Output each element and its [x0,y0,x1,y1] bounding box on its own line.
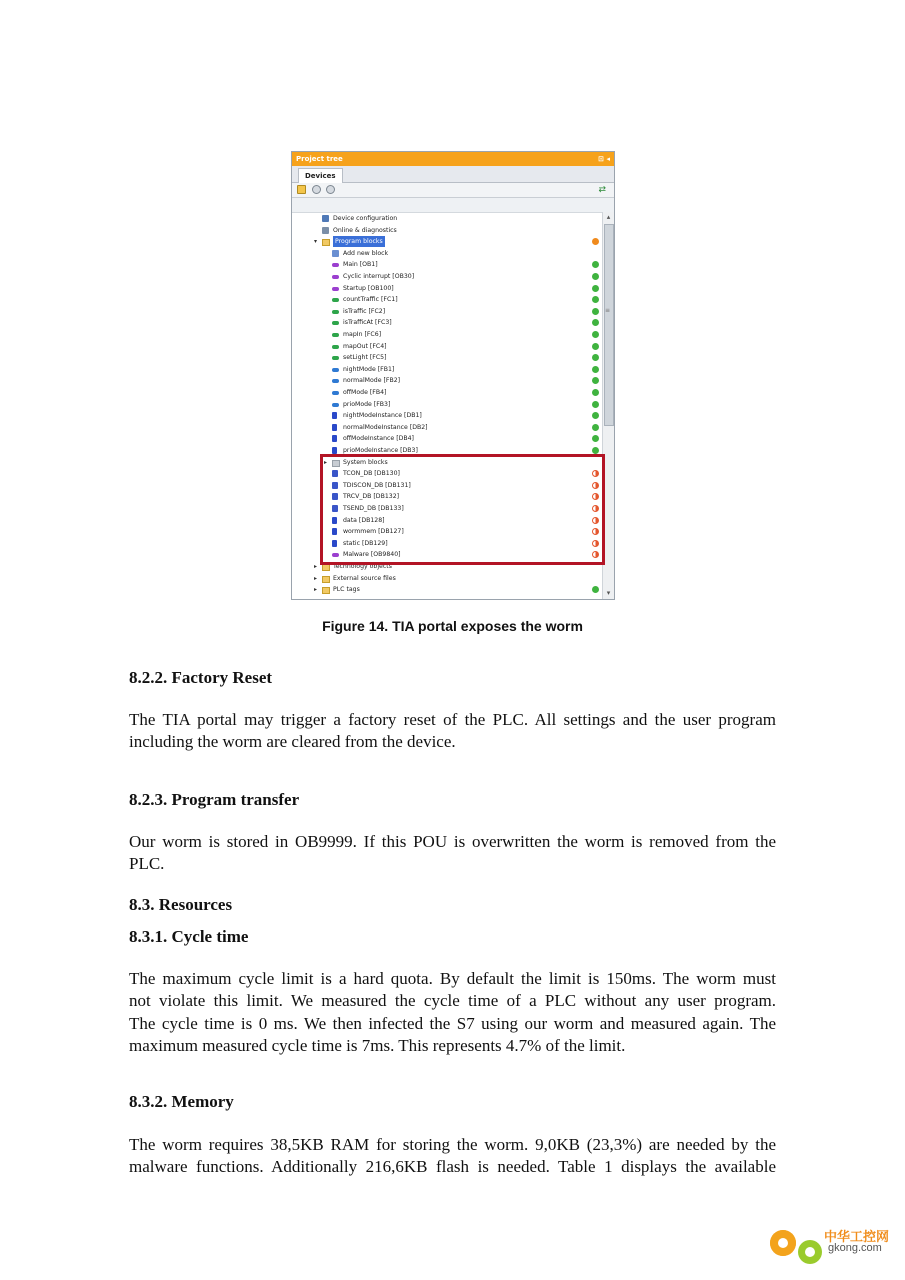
tree-tabbar [292,166,614,183]
text-line: not violate this limit. We measured the cycle time of a PLC without any user program. [129,991,776,1011]
collapse-arrow-icon[interactable]: ▾ [314,238,318,246]
worm-highlight-box [320,454,605,565]
scroll-grip-icon: ≡ [605,307,611,314]
fc-icon [332,321,339,325]
tree-row-label: System blocks [343,458,388,466]
gkong-watermark [770,1222,900,1272]
folder-icon [322,576,330,583]
tree-row[interactable] [292,213,601,224]
tree-row-label: static [DB129] [343,539,388,547]
status-ok-icon [592,377,599,384]
tree-row[interactable] [292,317,601,328]
heading-factory-reset: 8.2.2. Factory Reset [129,668,273,687]
ob-icon [332,287,339,291]
status-ok-icon [592,366,599,373]
db-icon [332,447,337,454]
expand-arrow-icon[interactable]: ▸ [314,586,318,594]
tree-toolbar [292,183,614,198]
fc-icon [332,356,339,360]
status-ok-icon [592,424,599,431]
tree-row[interactable] [292,294,601,305]
forward-icon[interactable] [326,185,335,194]
status-ok-icon [592,447,599,454]
heading-memory: 8.3.2. Memory [129,1092,234,1111]
tree-row[interactable] [292,259,601,270]
text-line: malware functions. Additionally 216,6KB flash is needed. Table 1 displays the available [129,1157,776,1177]
status-ok-icon [592,308,599,315]
status-ok-icon [592,273,599,280]
orange-gear-icon [770,1230,796,1256]
tree-row-label: isTraffic [FC2] [343,307,386,315]
status-ok-icon [592,331,599,338]
tree-row[interactable] [292,387,601,398]
device-icon [322,215,329,222]
status-ok-icon [592,412,599,419]
tree-row-label: Startup [OB100] [343,284,394,292]
project-tree-title: Project tree [296,155,343,163]
expand-arrow-icon[interactable]: ▸ [314,563,318,570]
addblock-icon [332,250,339,257]
status-ok-icon [592,343,599,350]
text-line: PLC. [129,854,165,874]
tree-row-label: countTraffic [FC1] [343,296,398,304]
tree-row-label: PLC tags [333,586,360,594]
fc-icon [332,298,339,302]
tree-row-label: TSEND_DB [DB133] [343,505,404,512]
folder-icon [322,587,330,594]
tree-row-label: External source files [333,574,396,582]
tree-row-label: Program blocks [335,238,383,246]
fc-icon [332,310,339,314]
tree-row[interactable] [292,306,601,317]
status-ok-icon [592,401,599,408]
tree-row-label: TDISCON_DB [DB131] [343,481,411,489]
tree-row[interactable] [292,584,601,595]
green-gear-icon [798,1240,822,1264]
status-ok-icon [592,261,599,268]
tree-row[interactable] [292,236,601,247]
text-line: The cycle time is 0 ms. We then infected the S7 using our worm and measured again. The [129,1013,776,1033]
tree-row[interactable] [292,364,601,375]
tree-row-label: offModeInstance [DB4] [343,435,414,443]
text-line: The TIA portal may trigger a factory reset of the PLC. All settings and the user program [129,710,776,729]
tree-row-label: data [DB128] [343,516,385,524]
figure-caption: Figure 14. TIA portal exposes the worm [322,618,583,634]
titlebar-icons[interactable]: ⊡ ◂ [598,155,610,163]
watermark-url: gkong.com [828,1242,882,1254]
tree-header [292,198,614,213]
status-ok-icon [592,389,599,396]
scroll-up-icon[interactable]: ▴ [606,213,611,221]
expand-arrow-icon[interactable]: ▸ [324,458,328,466]
text-line: including the worm are cleared from the device. [129,732,456,752]
tree-row-label: Main [OB1] [343,261,378,269]
tree-row-label: prioModeInstance [DB3] [343,447,418,454]
tree-row-label: Malware [OB9840] [343,551,401,559]
tree-row-label: TRCV_DB [DB132] [343,493,400,501]
sync-icon[interactable]: ⇄ [598,185,606,195]
tree-row[interactable] [292,433,601,444]
db-icon [332,424,337,431]
tree-row-label: Cyclic interrupt [OB30] [343,273,415,280]
online-icon [322,227,329,234]
tree-row-label: normalModeInstance [DB2] [343,423,428,431]
tree-row-label: setLight [FC5] [343,354,387,362]
tree-row[interactable] [292,283,601,294]
tree-row-label: normalMode [FB2] [343,377,401,385]
status-ok-icon [592,285,599,292]
tree-row-label: offMode [FB4] [343,389,387,396]
tree-row[interactable] [292,422,601,433]
para-memory [129,1134,776,1179]
status-warn-icon [592,238,599,245]
back-icon[interactable] [312,185,321,194]
fc-icon [332,333,339,337]
tree-row[interactable] [292,352,601,363]
heading-program-transfer: 8.2.3. Program transfer [129,790,300,809]
folder-icon [322,239,330,246]
tree-row[interactable] [292,399,601,410]
tree-row-label: Technology objects [333,563,392,570]
tree-row-label: prioMode [FB3] [343,400,391,408]
tree-row-label: mapIn [FC6] [343,331,382,338]
project-tree-titlebar [292,152,614,166]
para-factory-reset [129,709,776,754]
para-program-transfer [129,831,776,876]
text-line: The maximum cycle limit is a hard quota. By default the limit is 150ms. The worm must [129,969,776,988]
heading-cycle-time: 8.3.1. Cycle time [129,927,249,946]
text-line: Our worm is stored in OB9999. If this POU is overwritten the worm is removed from the [129,832,776,851]
new-item-icon[interactable] [297,185,306,194]
tree-row-label: Device configuration [333,215,398,222]
fb-icon [332,379,339,383]
fb-icon [332,403,339,407]
tree-row-label: isTrafficAt [FC3] [343,319,392,327]
status-ok-icon [592,319,599,326]
text-line: The worm requires 38,5KB RAM for storing the worm. 9,0KB (23,3%) are needed by the [129,1135,776,1154]
scroll-down-icon[interactable]: ▾ [606,589,611,597]
heading-resources: 8.3. Resources [129,895,233,914]
ob-icon [332,275,339,279]
tree-row-label: nightMode [FB1] [343,365,395,373]
text-line: maximum measured cycle time is 7ms. This represents 4.7% of the limit. [129,1035,626,1055]
status-ok-icon [592,435,599,442]
fc-icon [332,345,339,349]
fb-icon [332,391,339,395]
tree-row[interactable] [292,248,601,259]
tree-row[interactable] [292,329,601,340]
status-ok-icon [592,354,599,361]
tree-row[interactable] [292,271,601,282]
expand-arrow-icon[interactable]: ▸ [314,574,318,582]
fb-icon [332,368,339,372]
tree-row-label: wormmem [DB127] [343,528,404,536]
para-cycle-time [129,968,776,1057]
tree-row[interactable] [292,410,601,421]
tree-row-label: Online & diagnostics [333,226,397,234]
scroll-thumb[interactable] [604,224,614,426]
tree-row[interactable] [292,341,601,352]
tree-row[interactable] [292,573,601,584]
tree-row[interactable] [292,375,601,386]
tree-row-label: nightModeInstance [DB1] [343,412,422,420]
status-ok-icon [592,586,599,593]
db-icon [332,412,337,419]
tree-row-label: Add new block [343,249,389,257]
folder-icon [322,564,330,571]
tree-row[interactable] [292,225,601,236]
tab-devices[interactable]: Devices [298,168,343,183]
watermark-title: 中华工控网 [824,1230,890,1245]
ob-icon [332,263,339,267]
status-ok-icon [592,296,599,303]
tree-row-label: mapOut [FC4] [343,342,387,350]
db-icon [332,435,337,442]
tree-row-label: TCON_DB [DB130] [343,470,400,478]
